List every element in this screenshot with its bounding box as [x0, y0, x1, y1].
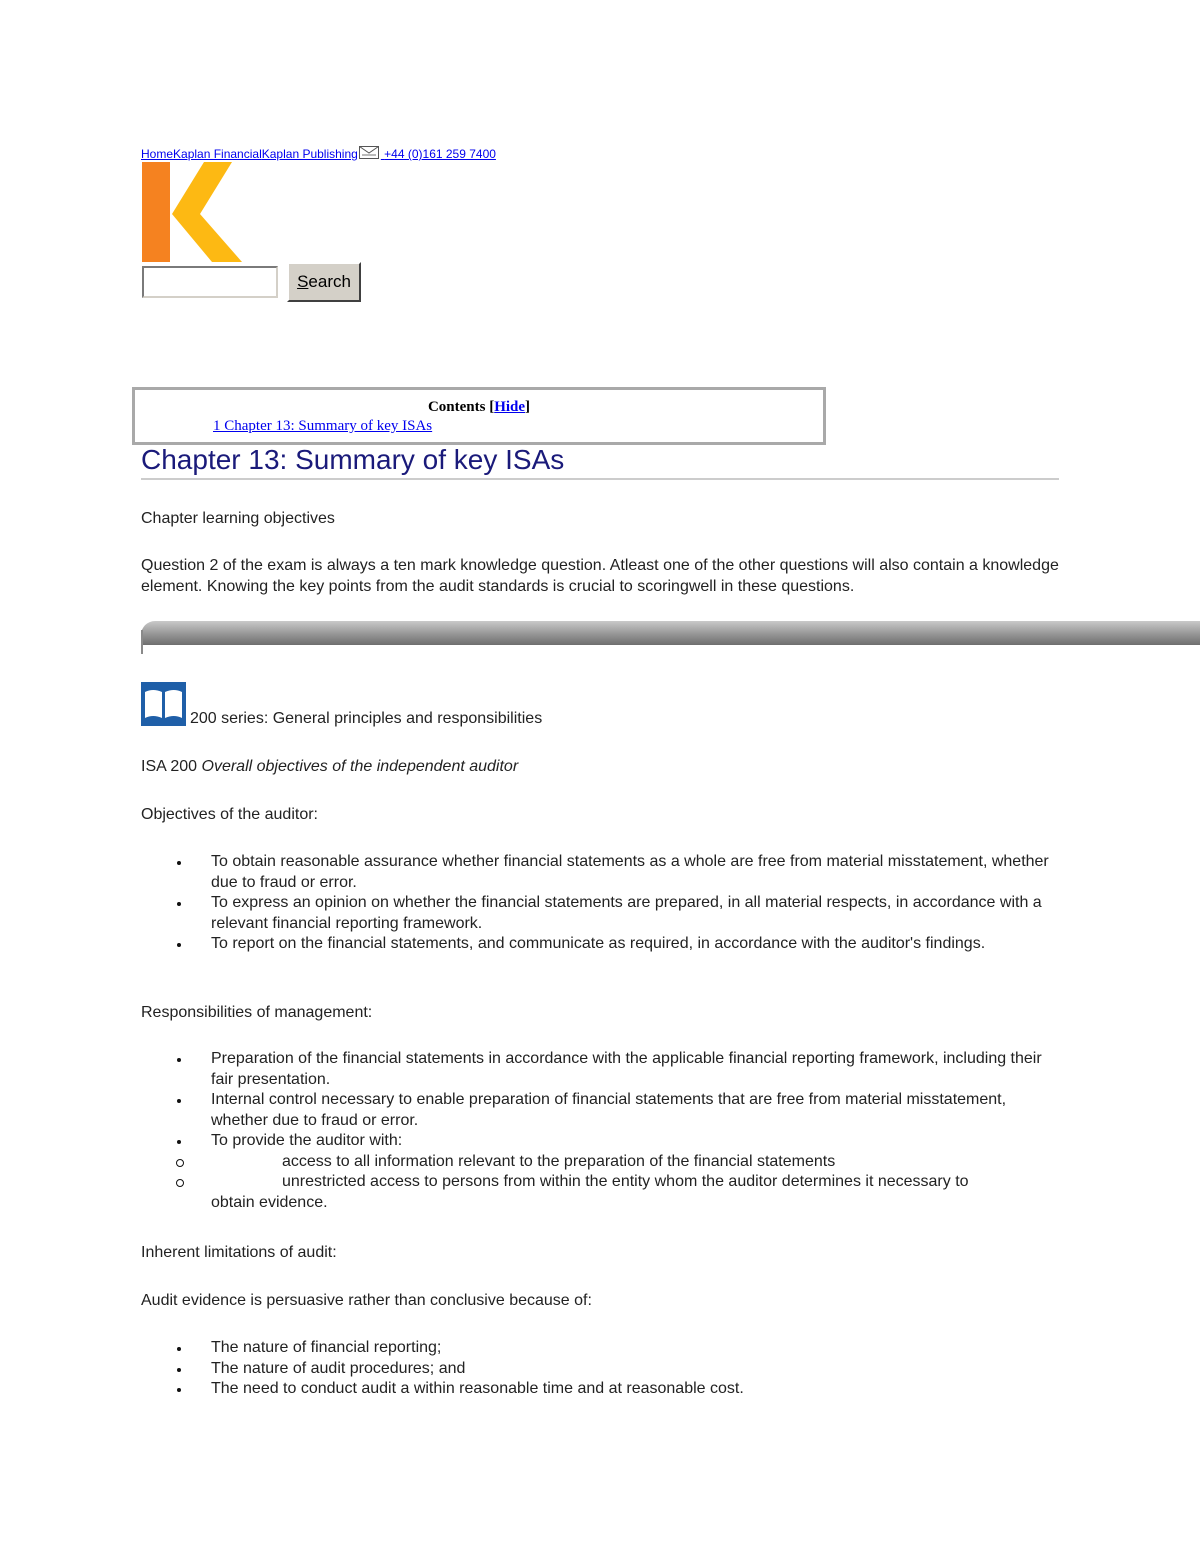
- list-item: To report on the financial statements, and communicate as required, in accordance with the auditor's findings.: [141, 934, 1061, 955]
- management-label: Responsibilities of management:: [141, 1004, 373, 1021]
- search-button-label: earch: [308, 272, 351, 291]
- list-item: To provide the auditor with:: [141, 1131, 1061, 1152]
- page-title: Chapter 13: Summary of key ISAs: [141, 444, 565, 475]
- toc-toggle-open: [: [489, 399, 495, 415]
- top-nav: [141, 146, 496, 162]
- nav-link-home[interactable]: Home: [141, 147, 174, 161]
- isa-title: Overall objectives of the independent auditor: [201, 758, 519, 775]
- intro-paragraph: Question 2 of the exam is always a ten mark knowledge question. Atleast one of the other questions will also contain a knowledge element. Knowing the key points from the audit standards is crucial to scoringwell in these questions.: [141, 557, 1059, 595]
- isa-number: ISA 200: [141, 758, 198, 775]
- list-item: To obtain reasonable assurance whether financial statements as a whole are free from material misstatement, whether due to fraud or error.: [141, 852, 1061, 893]
- section-divider-bar: [141, 621, 1200, 655]
- toc-title: Contents: [427, 399, 486, 415]
- list-item: The nature of audit procedures; and: [141, 1359, 1061, 1380]
- isa-200-heading: [141, 756, 518, 777]
- nav-link-phone[interactable]: [358, 147, 496, 161]
- sub-list-item: [141, 1172, 1061, 1193]
- evidence-reasons-list: [141, 1338, 1061, 1400]
- search-input[interactable]: [142, 266, 278, 298]
- nav-link-kaplan-financial[interactable]: Kaplan Financial: [173, 147, 262, 161]
- toc-hide-link[interactable]: Hide: [494, 399, 526, 415]
- list-item: Internal control necessary to enable preparation of financial statements that are free from material misstatement, whether due to fraud or error.: [141, 1090, 1061, 1131]
- heading-divider: [141, 478, 1059, 480]
- section-divider-edge: [141, 630, 143, 654]
- list-item: The need to conduct audit a within reasonable time and at reasonable cost.: [141, 1379, 1061, 1400]
- open-book-icon: [141, 682, 186, 726]
- objectives-list: [141, 852, 1061, 955]
- nav-link-kaplan-publishing[interactable]: Kaplan Publishing: [261, 147, 358, 161]
- management-list: [141, 1049, 1061, 1213]
- limitations-label: Inherent limitations of audit:: [141, 1244, 337, 1261]
- toc-entry-chapter-13[interactable]: 1 Chapter 13: Summary of key ISAs: [213, 418, 433, 434]
- table-of-contents: [132, 387, 826, 445]
- toc-title-row: [135, 399, 823, 416]
- phone-number: +44 (0)161 259 7400: [384, 147, 496, 161]
- objectives-label: Objectives of the auditor:: [141, 806, 318, 823]
- learning-objectives-label: Chapter learning objectives: [141, 510, 335, 527]
- envelope-icon: [359, 146, 379, 159]
- sub-list-item-continuation: obtain evidence.: [211, 1193, 328, 1211]
- search-button[interactable]: [287, 262, 361, 302]
- evidence-label: Audit evidence is persuasive rather than conclusive because of:: [141, 1292, 592, 1309]
- toc-toggle-close: ]: [525, 399, 531, 415]
- section-title: 200 series: General principles and responsibilities: [190, 710, 543, 727]
- list-item: Preparation of the financial statements in accordance with the applicable financial reporting framework, including their fair presentation.: [141, 1049, 1061, 1090]
- list-item: To express an opinion on whether the financial statements are prepared, in all material respects, in accordance with a relevant financial reporting framework.: [141, 893, 1061, 934]
- kaplan-k-logo[interactable]: [142, 162, 246, 262]
- sub-list-item-text: access to all information relevant to the preparation of the financial statements: [282, 1152, 836, 1170]
- sub-list-item-text: unrestricted access to persons from within the entity whom the auditor determines it necessary to: [282, 1173, 969, 1190]
- sub-list-item: [141, 1152, 1061, 1173]
- list-item: The nature of financial reporting;: [141, 1338, 1061, 1359]
- search-button-accel: S: [297, 272, 309, 291]
